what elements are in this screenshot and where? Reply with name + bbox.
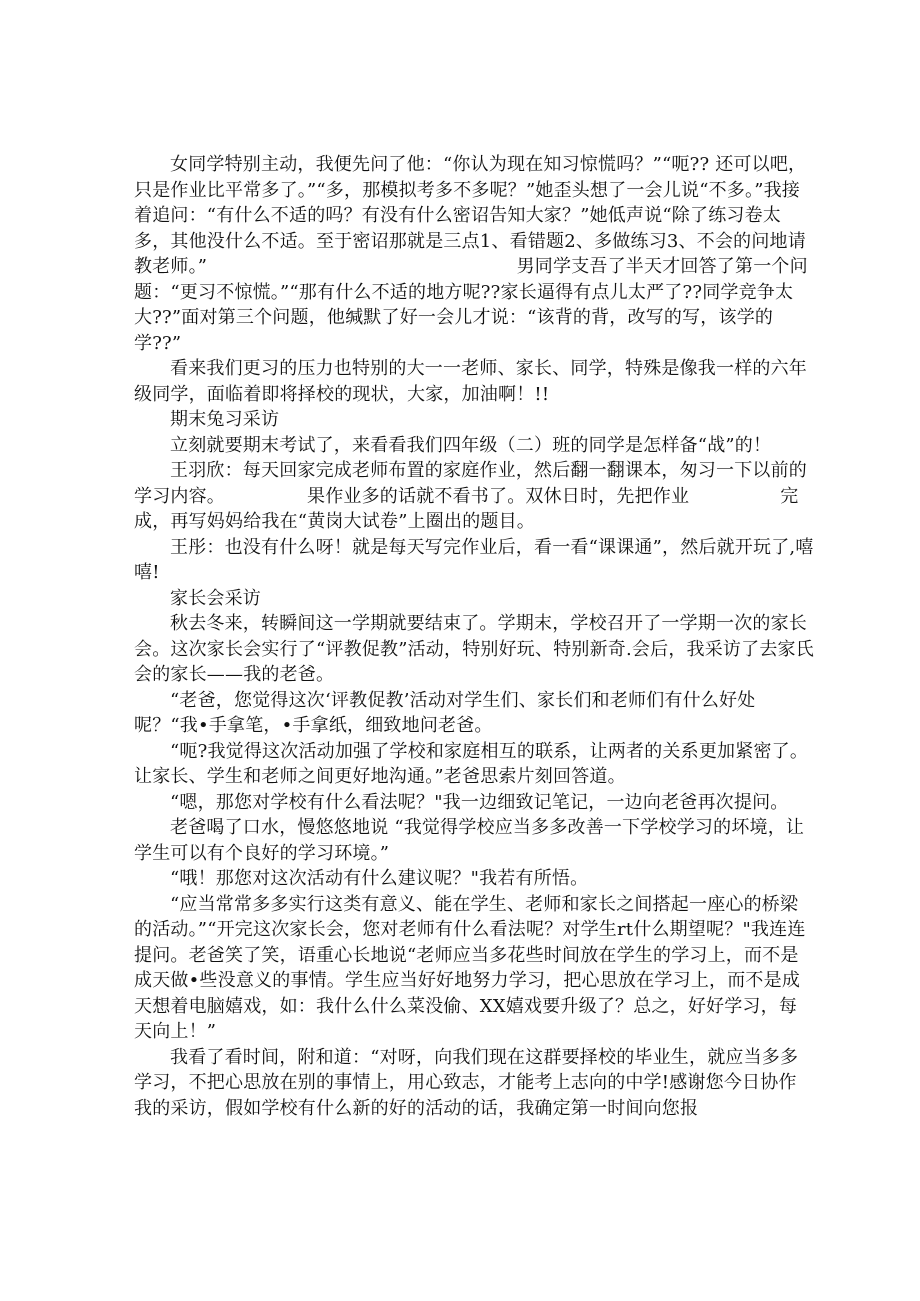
paragraph-question-school: “嗯，那您对学校有什么看法呢？"我一边细致记笔记，一边向老爸再次提问。 bbox=[170, 791, 789, 813]
section-heading-final-review: 期末兔习采访 bbox=[170, 409, 280, 430]
section-heading-parent-meeting: 家长会采访 bbox=[170, 587, 261, 609]
paragraph-pressure-summary: 看来我们更习的压力也特别的大一一老师、家长、同学，特殊是像我一样的六年级同学，面临着即将择校的现状，大家，加油啊！!! bbox=[134, 358, 807, 405]
paragraph-answer-school: 老爸喝了口水，慢悠悠地说 “我觉得学校应当多多改善一下学校学习的坏境，让学生可以有个良好的学习环境。” bbox=[134, 817, 805, 864]
paragraph-final-exam-intro: 立刻就要期末考试了，来看看我们四年级（二）班的同学是怎样备“战”的！ bbox=[170, 434, 772, 456]
article-body bbox=[134, 152, 814, 1121]
paragraph-answer-benefits: “呃?我觉得这次活动加强了学校和家庭相互的联系，让两者的关系更加紧密了。让家长、学生和老师之间更好地沟通。”老爸思索片刻回答道。 bbox=[134, 740, 809, 787]
paragraph-interview-students: 女同学特别主动，我便先问了他：“你认为现在知习惊慌吗？”“呃?? 还可以吧，只是作业比平常多了。”“多，那模拟考多不多呢？”她歪头想了一会儿说“不多。”我接着追问：“有什么不适的吗？有没有什么密诏告知大家？”她低声说“除了练习卷太多，其他没什么不适。至于密诏那就是三点1、看错题2、多做练习3、不会的问地请教老师。” 男同学支吾了半天才回答了第一个问题：“更习不惊慌。”“那有什么不适的地方呢??家长逼得有点儿太严了??同学竞争太大??”面对第三个问题，他缄默了好一会儿才说：“该背的背，改写的写，该学的学??” bbox=[134, 154, 808, 354]
paragraph-closing: 我看了看时间，附和道：“对呀，向我们现在这群要择校的毕业生，就应当多多学习，不把心思放在别的事情上，用心致志，才能考上志向的中学!感谢您今日协作我的采访，假如学校有什么新的好的活动的话，我确定第一时间向您报 bbox=[134, 1046, 799, 1119]
paragraph-wang-tong: 王彤：也没有什么呀！就是每天写完作业后，看一看“课课通”，然后就开玩了,嘻嘻! bbox=[134, 536, 814, 583]
paragraph-question-benefits: “老爸，您觉得这次‘评教促教’活动对学生们、家长们和老师们有什么好处呢？“我•手拿笔，•手拿纸，细致地问老爸。 bbox=[134, 689, 756, 736]
paragraph-answer-suggestions: “应当常常多多实行这类有意义、能在学生、老师和家长之间搭起一座心的桥梁的活动。”“开完这次家长会，您对老师有什么看法呢？对学生rt什么期望呢？"我连连提问。老爸笑了笑，语重心长地说“老师应当多花些时间放在学生的学习上，而不是成天做•些没意义的事情。学生应当好好地努力学习，把心思放在学习上，而不是成天想着电脑嬉戏，如：我什么什么菜没偷、XX嬉戏要升级了？总之，好好学习，每天向上！” bbox=[134, 893, 806, 1042]
paragraph-question-suggestions: “哦！那您对这次活动有什么建议呢？"我若有所悟。 bbox=[170, 868, 589, 889]
paragraph-parent-meeting-intro: 秋去冬来，转瞬间这一学期就要结束了。学期末，学校召开了一学期一次的家长会。这次家长会实行了“评教促教”活动，特别好玩、特别新奇.会后，我采访了去家氏会的家长——我的老爸。 bbox=[134, 613, 814, 685]
paragraph-wang-yuxin: 王羽欣：每天回家完成老师布置的家庭作业，然后翻一翻课本，匆习一下以前的学习内容。 果作业多的话就不看书了。双休日时，先把作业 完成，再写妈妈给我在“黄岗大试卷”上圈出的题目。 bbox=[134, 460, 807, 532]
